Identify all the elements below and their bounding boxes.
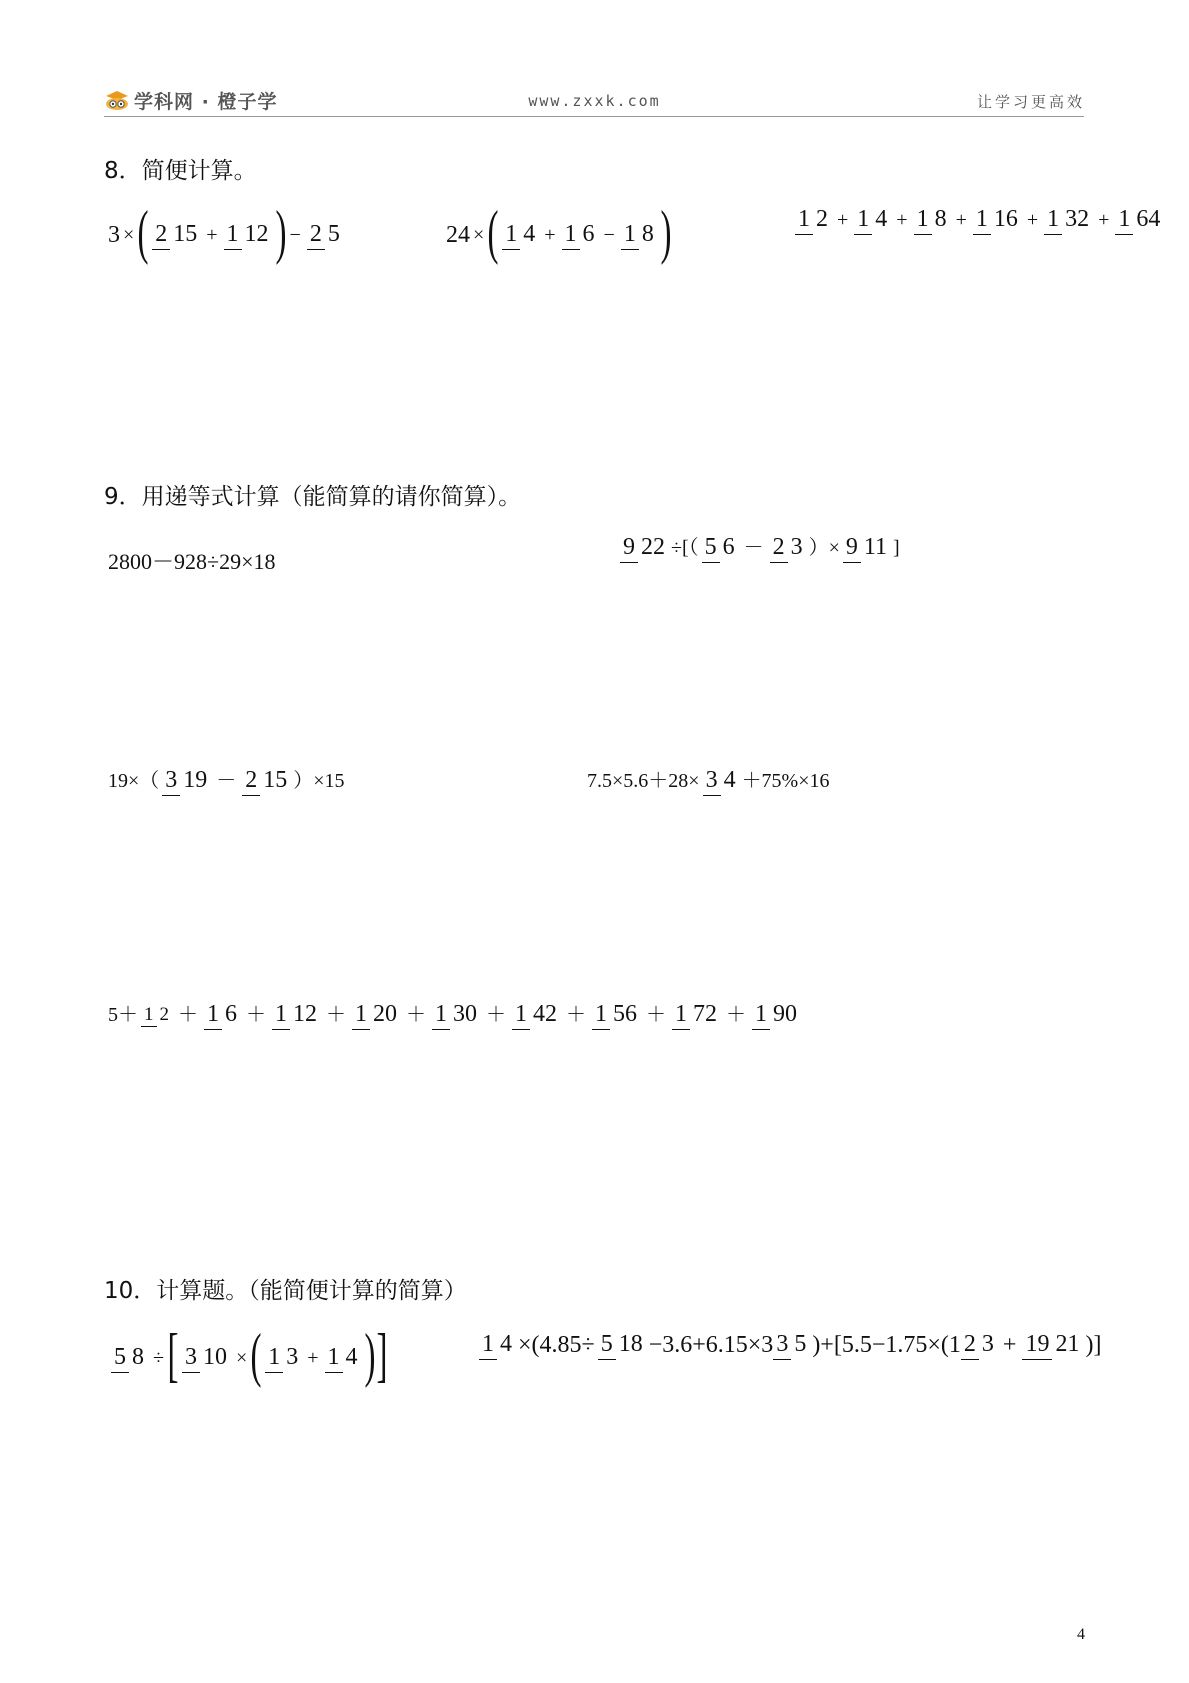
operator: × — [473, 224, 485, 246]
expression-text: 2800－928÷29×18 — [108, 549, 276, 574]
operator: + — [955, 208, 967, 231]
q9-expr-1 — [108, 551, 275, 573]
q10-expr-2 — [476, 1330, 1101, 1360]
fraction: 1 4 — [502, 220, 538, 250]
fraction: 3 4 — [703, 766, 739, 796]
fraction: 2 5 — [307, 220, 343, 250]
header-divider — [104, 116, 1084, 117]
expression-text: 7.5×5.6＋28× — [587, 769, 700, 792]
fraction: 1 2 — [141, 1003, 172, 1028]
fraction: 1 4 — [479, 1330, 515, 1360]
expression-text: ）×15 — [293, 769, 345, 792]
operator: − — [289, 224, 301, 246]
fraction: 1 6 — [562, 220, 598, 250]
header-slogan: 让学习更高效 — [976, 93, 1085, 111]
fraction: 2 3 — [770, 533, 806, 563]
q9-expr-4 — [587, 766, 830, 796]
fraction: 3 19 — [162, 766, 210, 796]
operator: + — [206, 224, 218, 246]
fraction: 9 22 — [620, 533, 668, 563]
fraction: 1 8 — [621, 220, 657, 250]
fraction: 1 12 — [272, 1000, 320, 1030]
fraction: 9 11 — [843, 533, 890, 563]
fraction: 2 15 — [242, 766, 290, 796]
fraction: 2 15 — [152, 220, 200, 250]
q9-title: 9．用递等式计算（能简算的请你简算）。 — [104, 484, 522, 510]
operator: + — [1026, 208, 1039, 231]
fraction: 1 6 — [204, 1000, 240, 1030]
operator: ＋ — [326, 1003, 346, 1026]
logo-text: 学科网 · 橙子学 — [134, 90, 278, 113]
operator: ＋ — [486, 1003, 506, 1026]
bracket: ] — [893, 536, 900, 559]
left-bracket: [ — [167, 1322, 179, 1388]
operator: ÷ — [153, 1347, 164, 1369]
number: 24 — [446, 222, 470, 248]
q10-expr-1 — [108, 1322, 387, 1388]
fraction: 1 32 — [1044, 205, 1092, 235]
operator: × — [123, 224, 135, 246]
fraction: 1 90 — [752, 1000, 800, 1030]
operator: + — [837, 208, 849, 231]
expression-text: )] — [1085, 1331, 1102, 1358]
fraction: 1 30 — [432, 1000, 480, 1030]
expression-text: ×(4.85÷ — [518, 1331, 595, 1358]
fraction: 3 5 — [773, 1330, 809, 1360]
fraction: 1 8 — [914, 205, 950, 235]
fraction: 3 10 — [182, 1343, 230, 1373]
operator: ＋ — [246, 1003, 266, 1026]
fraction: 1 2 — [795, 205, 831, 235]
operator: ÷[（ — [671, 536, 699, 559]
left-paren: ( — [137, 199, 149, 265]
expression-text: 19×（ — [108, 769, 160, 792]
fraction: 1 20 — [352, 1000, 400, 1030]
right-bracket: ] — [375, 1322, 387, 1388]
left-paren: ( — [250, 1322, 262, 1388]
fraction: 1 42 — [512, 1000, 560, 1030]
expression-text: )+[5.5−1.75×(1 — [812, 1331, 961, 1358]
q9-expr-3 — [108, 766, 345, 796]
expression-text: ＋75%×16 — [741, 769, 830, 792]
q9-expr-5 — [108, 1000, 803, 1030]
q8-title: 8．简便计算。 — [104, 158, 257, 184]
fraction: 5 8 — [111, 1343, 147, 1373]
operator: − — [603, 224, 615, 246]
operator: + — [1098, 208, 1110, 231]
q8-expr-3 — [792, 205, 1166, 235]
fraction: 1 12 — [224, 220, 272, 250]
q9-expr-2 — [617, 533, 900, 563]
operator: + — [544, 224, 556, 246]
fraction: 1 3 — [265, 1343, 301, 1373]
fraction: 19 21 — [1022, 1330, 1082, 1360]
fraction: 2 3 — [961, 1330, 997, 1360]
operator: － — [216, 769, 237, 792]
number: 3 — [108, 222, 120, 248]
operator: ）× — [808, 536, 840, 559]
operator: ＋ — [646, 1003, 666, 1026]
fraction: 1 4 — [325, 1343, 361, 1373]
operator: + — [307, 1347, 319, 1369]
q8-expr-1 — [108, 199, 346, 265]
fraction: 5 18 — [598, 1330, 646, 1360]
expression-text: −3.6+6.15×3 — [648, 1331, 774, 1358]
fraction: 1 64 — [1115, 205, 1163, 235]
operator: ＋ — [178, 1003, 198, 1026]
q8-expr-2 — [446, 199, 672, 265]
operator: + — [896, 208, 908, 231]
operator: ＋ — [566, 1003, 586, 1026]
operator: － — [743, 536, 764, 559]
fraction: 1 4 — [854, 205, 890, 235]
operator: ＋ — [406, 1003, 426, 1026]
right-paren: ) — [364, 1322, 376, 1388]
right-paren: ) — [275, 199, 287, 265]
fraction: 5 6 — [702, 533, 738, 563]
operator: + — [1002, 1331, 1017, 1358]
right-paren: ) — [660, 199, 672, 265]
left-paren: ( — [487, 199, 499, 265]
fraction: 1 56 — [592, 1000, 640, 1030]
site-url: www.zxxk.com — [528, 92, 661, 110]
expression-text: 5＋ — [108, 1003, 138, 1026]
page-number: 4 — [1077, 1626, 1085, 1643]
operator: × — [235, 1347, 248, 1369]
operator: ＋ — [726, 1003, 746, 1026]
fraction: 1 16 — [973, 205, 1021, 235]
fraction: 1 72 — [672, 1000, 720, 1030]
q10-title: 10．计算题。（能简便计算的简算） — [104, 1278, 467, 1304]
